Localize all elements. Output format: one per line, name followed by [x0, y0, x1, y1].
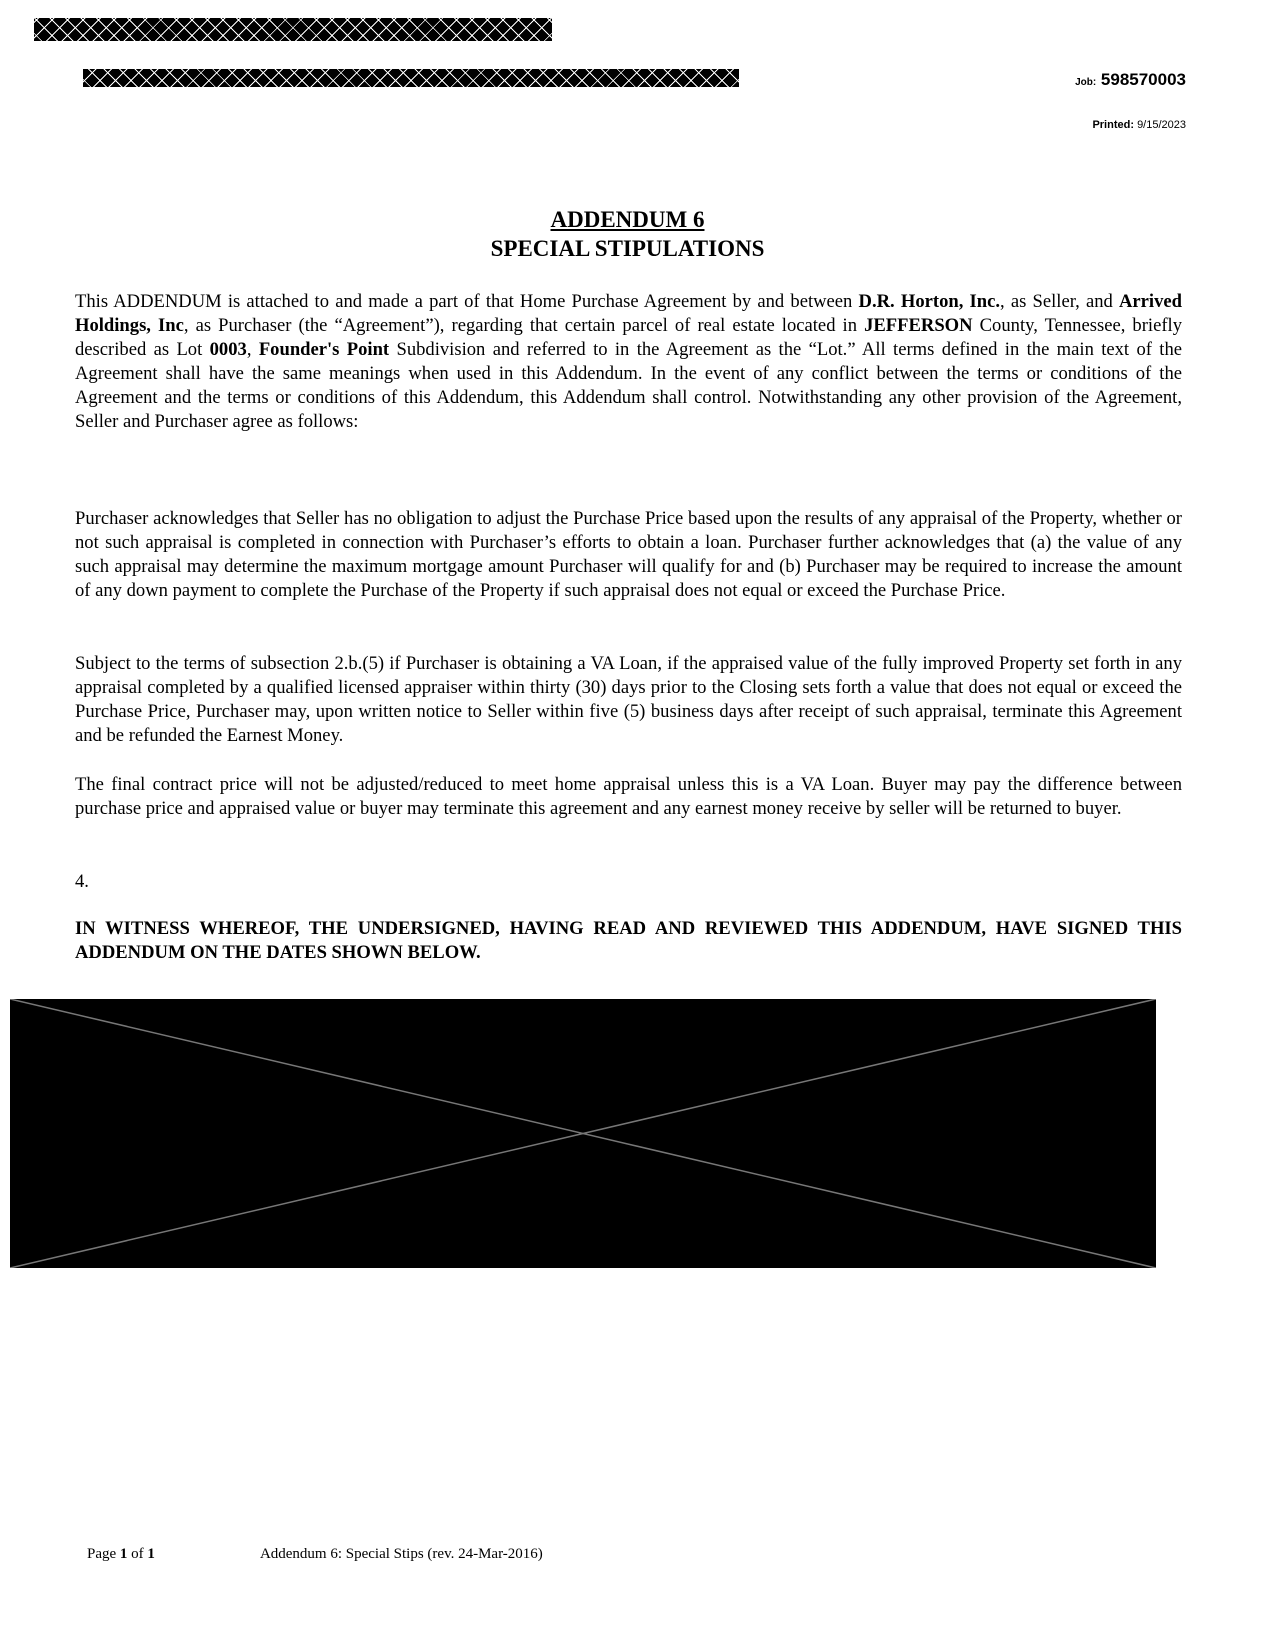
job-number-line — [1075, 70, 1186, 90]
printed-label: Printed: — [1092, 119, 1134, 131]
stipulation-appraisal-no-adjustment: Purchaser acknowledges that Seller has no obligation to adjust the Purchase Price based upon the results of any appraisal of the Property, whether or not such appraisal is completed in connection with Purchaser’s efforts to obtain a loan. Purchaser further acknowledges that (a) the value of any such appraisal may determine the maximum mortgage amount Purchaser will qualify for and (b) Purchaser may be required to increase the amount of any down payment to complete the Purchase of the Property if such appraisal does not equal or exceed the Purchase Price. — [75, 508, 1182, 601]
signature-redaction-block — [10, 999, 1156, 1268]
redaction-bar-top — [34, 18, 552, 41]
title-addendum-number: ADDENDUM 6 — [550, 207, 705, 232]
lot-number: 0003 — [209, 339, 247, 360]
intro-text: Subdivision and referred to in the Agreement as the “Lot.” All terms defined in the main text of the Agreement shall have the same meanings when used in this Addendum. In the event of any conflict between the terms or conditions of the Agreement and the terms or conditions of this Addendum, this Addendum shall control. Notwithstanding any other provision of the Agreement, Seller and Purchaser agree as follows: — [75, 339, 1183, 432]
page-number: 1 — [119, 1546, 128, 1562]
intro-text: , as Seller, and — [1000, 291, 1119, 312]
seller-name: D.R. Horton, Inc. — [858, 291, 1001, 312]
purchaser-name: Arrived Holdings, Inc — [75, 291, 1182, 336]
printed-date-line — [1092, 119, 1186, 131]
intro-text: , — [246, 339, 259, 360]
stipulation-item-4: 4. — [75, 871, 89, 892]
redaction-cross-icon — [10, 999, 1156, 1268]
subdivision-name: Founder's Point — [258, 339, 390, 360]
stipulation-final-contract-price: The final contract price will not be adjusted/reduced to meet home appraisal unless this is a VA Loan. Buyer may pay the difference between purchase price and appraised value or buyer may terminate this agreement and any earnest money receive by seller will be returned to buyer. — [75, 774, 1182, 819]
job-number: 598570003 — [1100, 70, 1186, 89]
witness-clause: IN WITNESS WHEREOF, THE UNDERSIGNED, HAVING READ AND REVIEWED THIS ADDENDUM, HAVE SIGNED THIS ADDENDUM ON THE DATES SHOWN BELOW. — [75, 918, 1182, 963]
printed-date: 9/15/2023 — [1137, 119, 1186, 131]
intro-text: County, Tennessee, briefly described as Lot — [75, 315, 1182, 360]
page-total: 1 — [147, 1546, 155, 1562]
intro-text: , as Purchaser (the “Agreement”), regarding that certain parcel of real estate located in — [183, 315, 865, 336]
county-name: JEFFERSON — [864, 315, 973, 336]
form-name: Addendum 6: Special Stips (rev. 24-Mar-2016) — [259, 1546, 543, 1562]
document-title — [0, 205, 1255, 263]
job-label: Job: — [1075, 77, 1097, 88]
page-footer — [87, 1546, 543, 1563]
intro-paragraph — [75, 290, 1182, 434]
redaction-bar-header — [83, 69, 739, 87]
stipulation-va-loan: Subject to the terms of subsection 2.b.(5) if Purchaser is obtaining a VA Loan, if the appraised value of the fully improved Property set forth in any appraisal completed by a qualified licensed appraiser within thirty (30) days prior to the Closing sets forth a value that does not equal or exceed the Purchase Price, Purchaser may, upon written notice to Seller within five (5) business days after receipt of such appraisal, terminate this Agreement and be refunded the Earnest Money. — [75, 653, 1182, 746]
title-special-stipulations: SPECIAL STIPULATIONS — [490, 236, 765, 261]
page-indicator: Page 1 of 1 — [87, 1546, 155, 1562]
intro-text: This ADDENDUM is attached to and made a part of that Home Purchase Agreement by and between — [75, 291, 859, 312]
